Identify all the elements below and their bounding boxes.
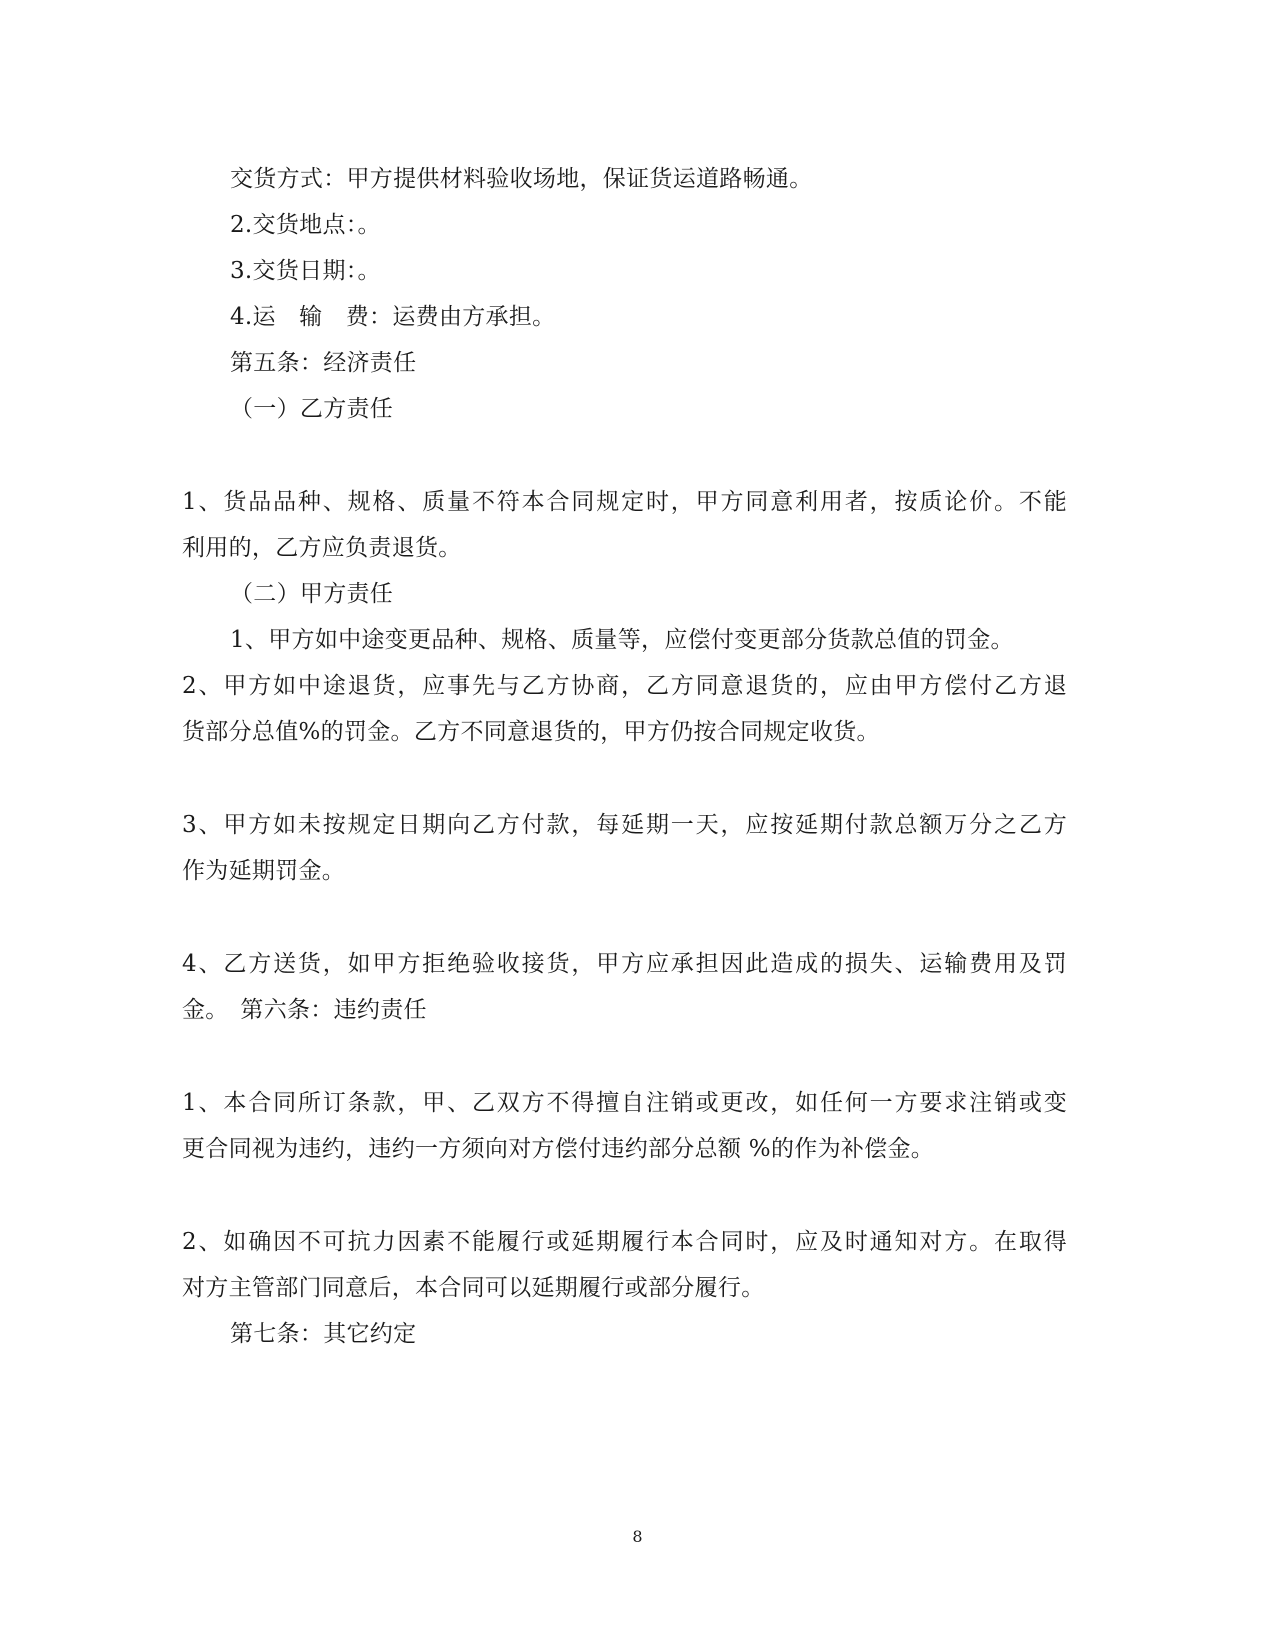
breach-clause-1-line-1: 1、本合同所订条款，甲、乙双方不得擅自注销或更改，如任何一方要求注销或变 bbox=[182, 1090, 1067, 1116]
party-b-clause-1-line-1: 1、货品品种、规格、质量不符本合同规定时，甲方同意利用者，按质论价。不能 bbox=[182, 489, 1067, 515]
breach-clause-1-line-2: 更合同视为违约，违约一方须向对方偿付违约部分总额 %的作为补偿金。 bbox=[182, 1136, 935, 1162]
party-a-clause-2-line-2: 货部分总值%的罚金。乙方不同意退货的，甲方仍按合同规定收货。 bbox=[182, 719, 880, 745]
delivery-method-line: 交货方式：甲方提供材料验收场地，保证货运道路畅通。 bbox=[230, 166, 813, 192]
party-b-clause-1-line-2: 利用的，乙方应负责退货。 bbox=[182, 535, 462, 561]
page-number: 8 bbox=[632, 1527, 643, 1546]
party-a-clause-3-line-2: 作为延期罚金。 bbox=[182, 858, 346, 884]
party-a-clause-2-line-1: 2、甲方如中途退货，应事先与乙方协商，乙方同意退货的，应由甲方偿付乙方退 bbox=[182, 673, 1067, 699]
party-a-clause-1: 1、甲方如中途变更品种、规格、质量等，应偿付变更部分货款总值的罚金。 bbox=[230, 627, 1014, 653]
delivery-date-line: 3.交货日期：。 bbox=[230, 258, 381, 284]
party-b-responsibility-heading: （一）乙方责任 bbox=[230, 396, 394, 422]
article-five-heading: 第五条：经济责任 bbox=[230, 350, 417, 376]
breach-clause-2-line-1: 2、如确因不可抗力因素不能履行或延期履行本合同时，应及时通知对方。在取得 bbox=[182, 1229, 1067, 1255]
freight-line: 4.运 输 费：运费由方承担。 bbox=[230, 304, 556, 330]
delivery-location-line: 2.交货地点：。 bbox=[230, 212, 381, 238]
party-a-clause-4-line-2: 金。 第六条：违约责任 bbox=[182, 997, 427, 1023]
party-a-clause-3-line-1: 3、甲方如未按规定日期向乙方付款，每延期一天，应按延期付款总额万分之乙方 bbox=[182, 812, 1067, 838]
breach-clause-2-line-2: 对方主管部门同意后，本合同可以延期履行或部分履行。 bbox=[182, 1275, 765, 1301]
party-a-responsibility-heading: （二）甲方责任 bbox=[230, 581, 394, 607]
party-a-clause-4-line-1: 4、乙方送货，如甲方拒绝验收接货，甲方应承担因此造成的损失、运输费用及罚 bbox=[182, 951, 1067, 977]
article-seven-heading: 第七条：其它约定 bbox=[230, 1321, 417, 1347]
